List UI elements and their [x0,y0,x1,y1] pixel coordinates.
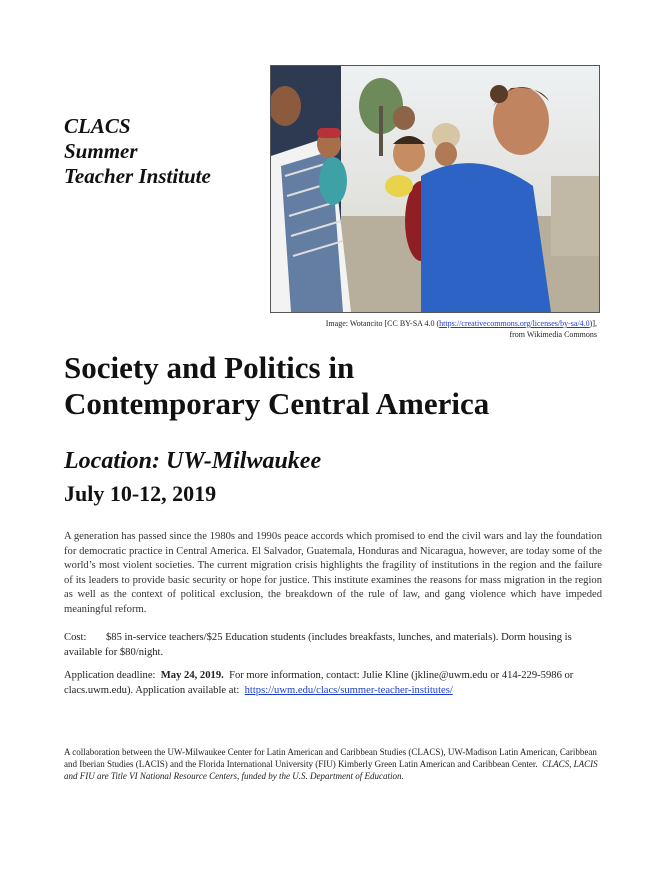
caption-prefix: Image: Wotancito [CC BY-SA 4.0 ( [325,319,440,328]
program-title-line-3: Teacher Institute [64,164,211,188]
contact-text: For more information, contact: Julie Kline (jkline@uwm.edu or 414-229-5986 or clacs.uwm.edu). Application available at: [64,670,574,696]
application-link[interactable]: https://uwm.edu/clacs/summer-teacher-institutes/ [244,684,453,696]
event-dates: July 10-12, 2019 [64,481,217,506]
headline-line-2: Contemporary Central America [64,386,490,421]
headline-line-1: Society and Politics in [64,350,355,385]
location: Location: UW-Milwaukee [64,448,322,474]
application-paragraph [64,669,604,698]
photo-caption [177,318,597,340]
headline [64,350,624,422]
license-link[interactable]: https://creativecommons.org/licenses/by-sa/4.0 [439,319,590,328]
cost-paragraph [64,631,602,660]
migrants-photo [270,65,600,313]
program-title [64,114,264,189]
program-title-line-2: Summer [64,139,138,163]
description-paragraph: A generation has passed since the 1980s and 1990s peace accords which promised to end the civil wars and lay the foundation for democratic practice in Central America. El Salvador, Guatemala, Honduras and Nicaragua, however, are today some of the world’s most violent societies. The current migration crisis highlights the fragility of institutions in the region and the failure of its leaders to provide basic security or hope for justice. This institute examines the reasons for mass migration in the region as well as the context of political exclusion, the breakdown of the rule of law, and gang violence which have impeded meaningful reform. [64,531,602,615]
collaboration-footer [64,746,604,783]
footer-italic-text: CLACS, LACIS and FIU are Title VI National Resource Centers, funded by the U.S. Department of Education. [64,759,598,782]
caption-suffix: )], [589,319,597,328]
deadline-date: May 24, 2019. [160,670,224,681]
cost-text: $85 in-service teachers/$25 Education students (includes breakfasts, lunches, and materials). Dorm housing is available for $80/night. [64,632,572,658]
deadline-label: Application deadline: [64,670,156,681]
cost-label: Cost: [64,632,87,643]
footer-text: A collaboration between the UW-Milwaukee Center for Latin American and Caribbean Studies (CLACS), UW-Madison Latin American, Caribbean and Iberian Studies (LACIS) and the Florida International University (FIU) Kimberly Green Latin American and Caribbean Center. [64,747,597,770]
caption-source: from Wikimedia Commons [509,330,597,339]
program-title-line-1: CLACS [64,114,131,138]
migrants-photo-illustration [271,66,599,312]
